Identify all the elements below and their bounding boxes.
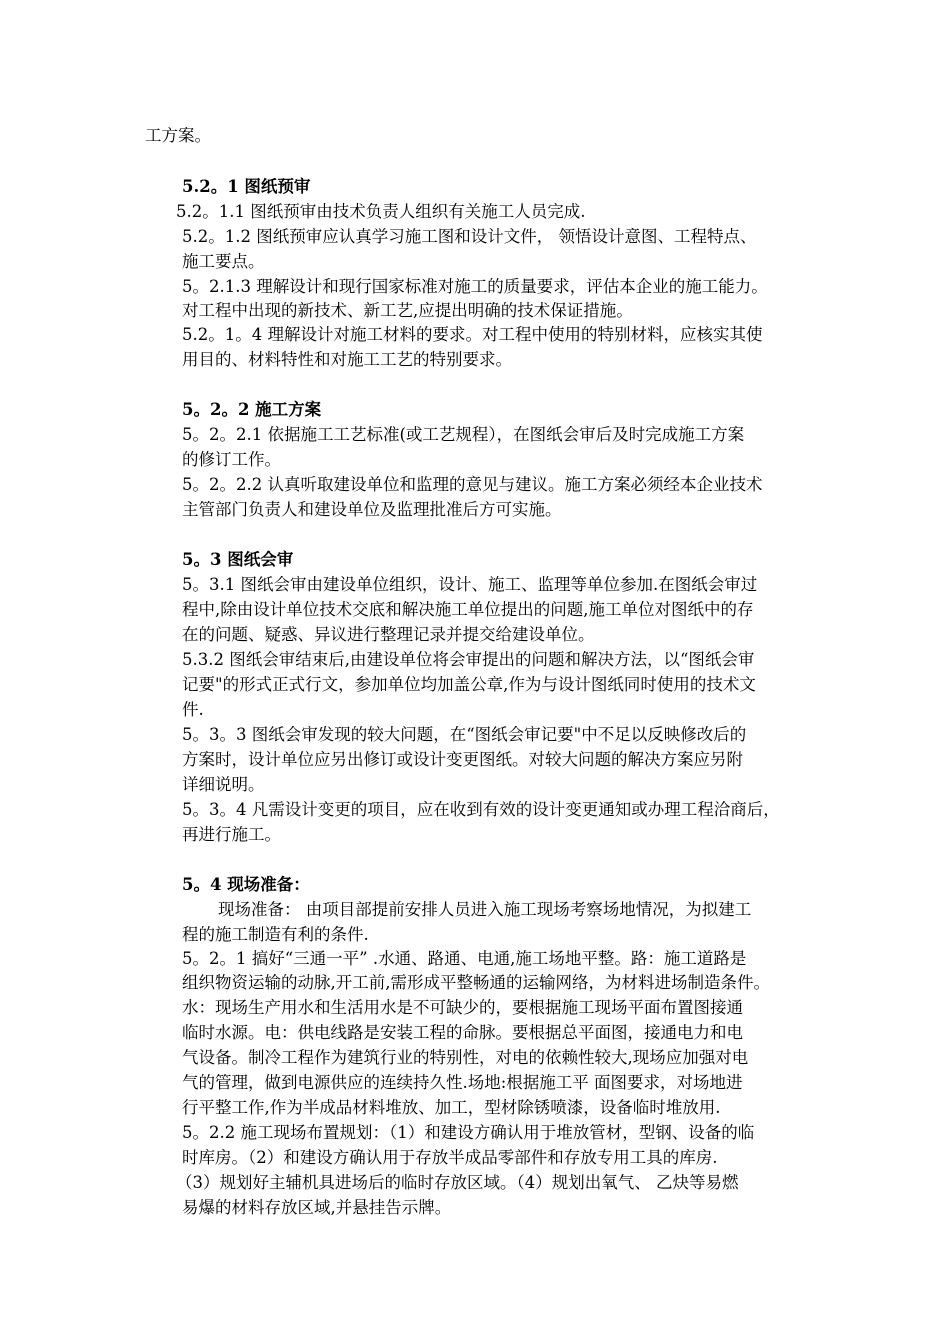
text-line: 再进行施工。 [182, 825, 281, 844]
text-line: 5。3。4 凡需设计变更的项目，应在收到有效的设计变更通知或办理工程洽商后， [182, 800, 780, 819]
text-line: 件. [182, 700, 204, 719]
text-line: 5。2。2.1 依据施工工艺标准(或工艺规程），在图纸会审后及时完成施工方案 [182, 425, 745, 444]
text-line: 5。2。1 搞好“三通一平” .水通、路通、电通,施工场地平整。路：施工道路是 [182, 949, 747, 968]
text-line: 5。3。3 图纸会审发现的较大问题，在“图纸会审记要"中不足以反映修改后的 [182, 725, 747, 744]
text-line: 方案时，设计单位应另出修订或设计变更图纸。对较大问题的解决方案应另附 [182, 750, 743, 769]
text-line: 的修订工作。 [182, 450, 281, 469]
text-line: 5。2.2 施工现场布置规划：（1）和建设方确认用于堆放管材，型钢、设备的临 [182, 1123, 755, 1142]
text-line: 用目的、材料特性和对施工工艺的特别要求。 [182, 350, 512, 369]
text-line: 记要"的形式正式行文，参加单位均加盖公章,作为与设计图纸同时使用的技术文 [182, 675, 756, 694]
text-line: 临时水源。电：供电线路是安装工程的命脉。要根据总平面图，接通电力和电 [182, 1023, 743, 1042]
text-line: 施工要点。 [182, 252, 265, 271]
section-heading: 5.2。1 图纸预审 [182, 177, 311, 196]
text-line: 5。2。2.2 认真听取建设单位和监理的意见与建议。施工方案必须经本企业技术 [182, 475, 763, 494]
text-line: 组织物资运输的动脉,开工前,需形成平整畅通的运输网络，为材料进场制造条件。 [182, 973, 770, 992]
text-line: 水：现场生产用水和生活用水是不可缺少的，要根据施工现场平面布置图接通 [182, 998, 743, 1017]
text-line: 气的管理，做到电源供应的连续持久性.场地:根据施工平 面图要求，对场地进 [182, 1073, 743, 1092]
text-line: （3）规划好主辅机具进场后的临时存放区域。（4）规划出氧气、 乙炔等易燃 [176, 1173, 739, 1192]
text-line: 在的问题、疑惑、异议进行整理记录并提交给建设单位。 [182, 625, 595, 644]
section-heading: 5。2。2 施工方案 [182, 400, 322, 419]
section-heading: 5。4 现场准备： [182, 875, 310, 894]
text-line: 时库房。（2）和建设方确认用于存放半成品零部件和存放专用工具的库房. [182, 1148, 718, 1167]
text-line: 详细说明。 [182, 775, 265, 794]
text-line: 易爆的材料存放区域,并悬挂告示牌。 [182, 1198, 452, 1217]
text-line: 程的施工制造有利的条件. [182, 925, 369, 944]
text-line: 对工程中出现的新技术、新工艺,应提出明确的技术保证措施。 [182, 301, 633, 320]
text-line: 5.2。1。4 理解设计对施工材料的要求。对工程中使用的特别材料，应核实其使 [182, 325, 763, 344]
text-line: 现场准备： 由项目部提前安排人员进入施工现场考察场地情况，为拟建工 [218, 900, 752, 919]
text-line: 气设备。制冷工程作为建筑行业的特别性，对电的依赖性较大,现场应加强对电 [182, 1048, 749, 1067]
text-line: 程中,除由设计单位技术交底和解决施工单位提出的问题,施工单位对图纸中的存 [182, 600, 754, 619]
text-line: 5.2。1.1 图纸预审由技术负责人组织有关施工人员完成. [176, 202, 586, 221]
section-heading: 5。3 图纸会审 [182, 550, 294, 569]
text-line: 工方案。 [145, 126, 211, 145]
text-line: 主管部门负责人和建设单位及监理批准后方可实施。 [182, 500, 562, 519]
text-line: 5.3.2 图纸会审结束后,由建设单位将会审提出的问题和解决方法，以“图纸会审 [182, 650, 755, 669]
text-line: 行平整工作,作为半成品材料堆放、加工，型材除锈喷漆，设备临时堆放用. [182, 1098, 721, 1117]
text-line: 5.2。1.2 图纸预审应认真学习施工图和设计文件， 领悟设计意图、工程特点、 [182, 227, 757, 246]
text-line: 5。2.1.3 理解设计和现行国家标准对施工的质量要求，评估本企业的施工能力。 [182, 277, 768, 296]
text-line: 5。3.1 图纸会审由建设单位组织，设计、施工、监理等单位参加.在图纸会审过 [182, 575, 758, 594]
